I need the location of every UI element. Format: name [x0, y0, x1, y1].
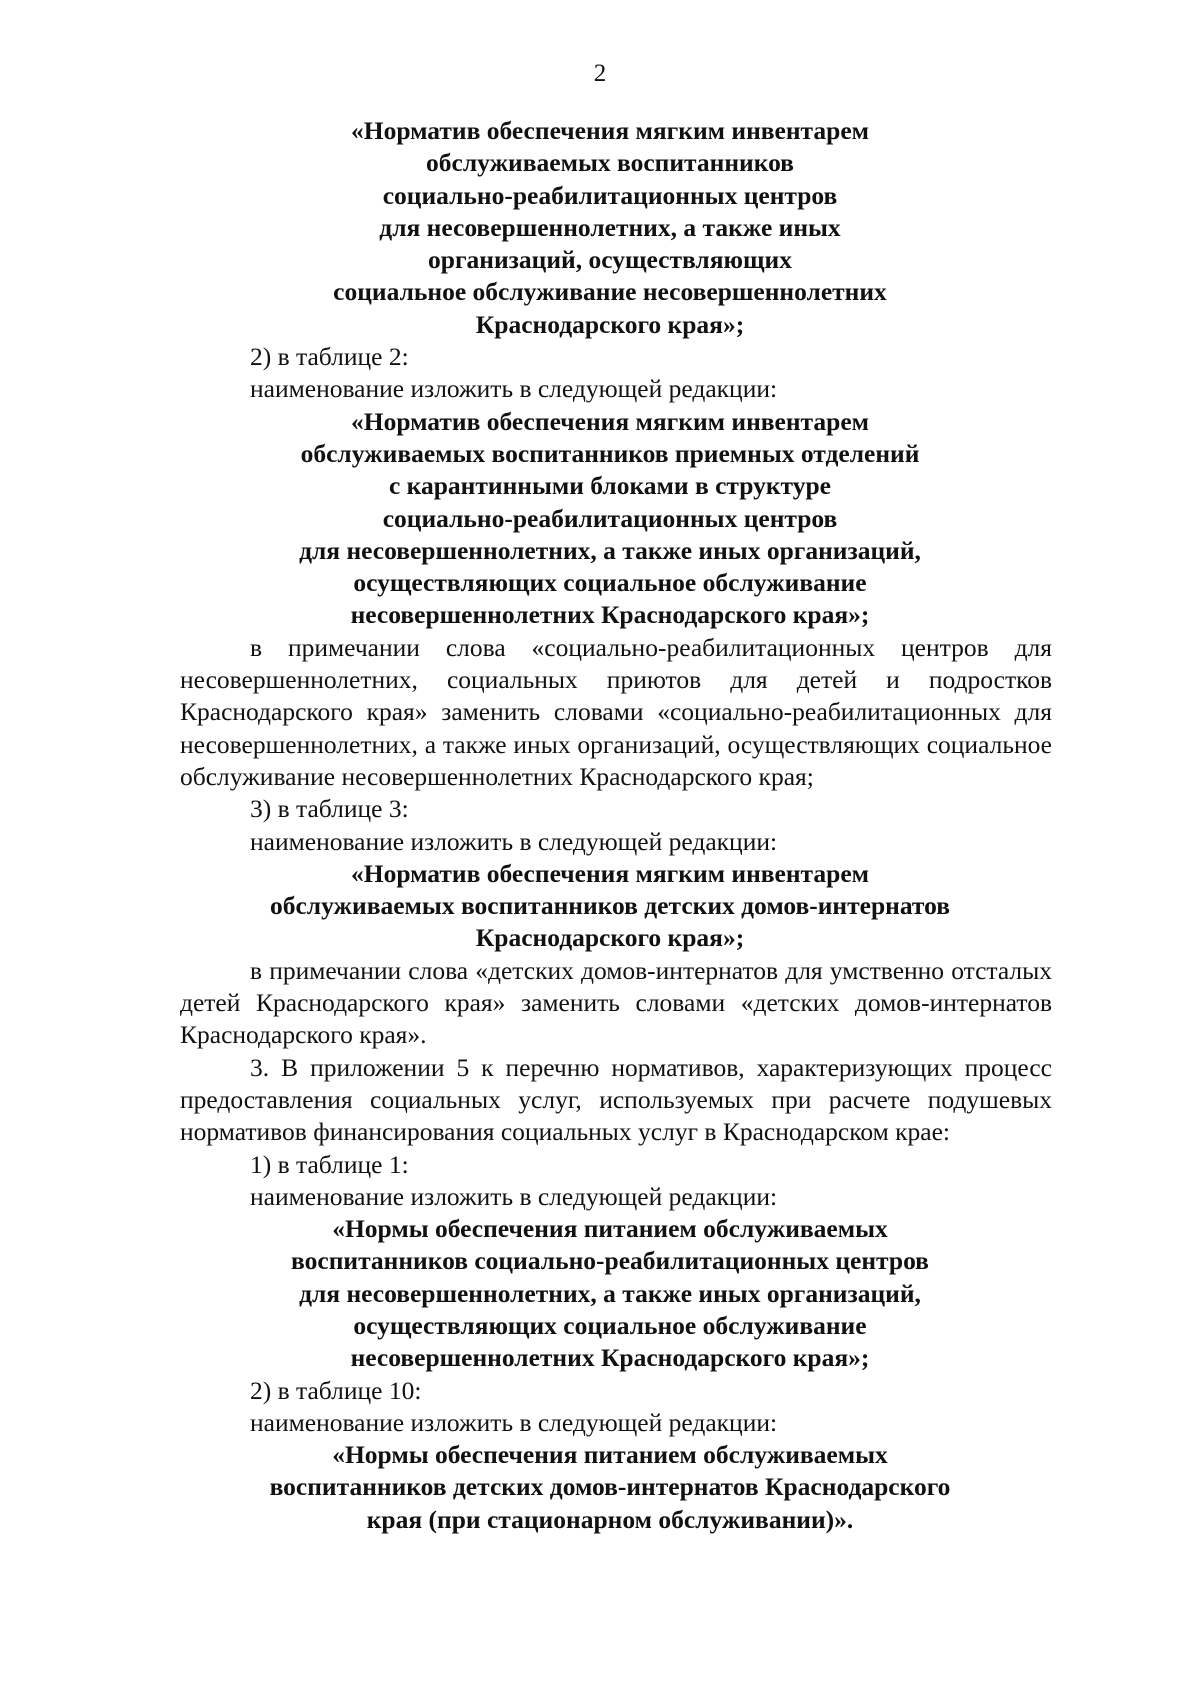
- list-item: 2) в таблице 10:: [250, 1375, 422, 1405]
- heading-line: для несовершеннолетних, а также иных организаций,: [299, 535, 921, 565]
- paragraph: в примечании слова «детских домов-интернатов для умственно отсталых детей Краснодарского края» заменить словами «детских домов-интернатов Краснодарского края».: [180, 955, 1052, 1050]
- heading-line: «Норматив обеспечения мягким инвентарем: [350, 858, 870, 888]
- heading-line: воспитанников социально-реабилитационных центров: [291, 1246, 929, 1276]
- heading-line: социальное обслуживание несовершеннолетних: [333, 277, 887, 307]
- section-heading: [174, 1439, 1046, 1536]
- heading-line: для несовершеннолетних, а также иных организаций,: [299, 1278, 921, 1308]
- heading-line: Краснодарского края»;: [475, 309, 745, 339]
- heading-line: для несовершеннолетних, а также иных: [379, 212, 841, 242]
- document-body: [180, 115, 1052, 1536]
- page-number: 2: [593, 60, 607, 87]
- heading-line: несовершеннолетних Краснодарского края»;: [350, 600, 870, 630]
- heading-line: несовершеннолетних Краснодарского края»;: [350, 1343, 870, 1373]
- heading-line: социально-реабилитационных центров: [382, 180, 838, 210]
- heading-line: социально-реабилитационных центров: [382, 503, 838, 533]
- list-item: наименование изложить в следующей редакции:: [250, 1407, 778, 1437]
- list-item: 3) в таблице 3:: [250, 794, 409, 824]
- list-item: 1) в таблице 1:: [250, 1149, 409, 1179]
- list-item: наименование изложить в следующей редакции:: [250, 1181, 778, 1211]
- list-item: наименование изложить в следующей редакции:: [250, 374, 778, 404]
- heading-line: Краснодарского края»;: [475, 923, 745, 953]
- heading-line: осуществляющих социальное обслуживание: [353, 568, 867, 598]
- section-heading: [174, 406, 1046, 632]
- paragraph: в примечании слова «социально-реабилитационных центров для несовершеннолетних, социальных приютов для детей и подростков Краснодарского края» заменить словами «социально-реабилитационных для несовершеннолетних, а также иных организаций, осуществляющих социальное обслуживание несовершеннолетних Краснодарского края;: [180, 632, 1052, 791]
- heading-line: осуществляющих социальное обслуживание: [353, 1310, 867, 1340]
- heading-line: «Норматив обеспечения мягким инвентарем: [350, 406, 870, 436]
- heading-line: края (при стационарном обслуживании)».: [366, 1504, 854, 1534]
- heading-line: «Норматив обеспечения мягким инвентарем: [350, 116, 870, 145]
- list-item: 2) в таблице 2:: [250, 342, 409, 372]
- section-heading: [174, 1213, 1046, 1374]
- list-item: наименование изложить в следующей редакции:: [250, 826, 778, 856]
- heading-line: с карантинными блоками в структуре: [388, 471, 832, 501]
- heading-line: обслуживаемых воспитанников детских домов-интернатов: [269, 891, 951, 921]
- paragraph: 3. В приложении 5 к перечню нормативов, характеризующих процесс предоставления социальных услуг, используемых при расчете подушевых нормативов финансирования социальных услуг в Краснодарском крае:: [180, 1052, 1052, 1147]
- section-heading: [174, 858, 1046, 955]
- heading-line: организаций, осуществляющих: [428, 245, 792, 275]
- heading-line: обслуживаемых воспитанников приемных отделений: [300, 438, 920, 468]
- heading-line: воспитанников детских домов-интернатов Краснодарского: [269, 1472, 951, 1502]
- heading-line: «Нормы обеспечения питанием обслуживаемых: [332, 1440, 888, 1470]
- heading-line: «Нормы обеспечения питанием обслуживаемых: [332, 1214, 888, 1244]
- heading-line: обслуживаемых воспитанников: [426, 148, 794, 178]
- section-heading: [174, 115, 1046, 341]
